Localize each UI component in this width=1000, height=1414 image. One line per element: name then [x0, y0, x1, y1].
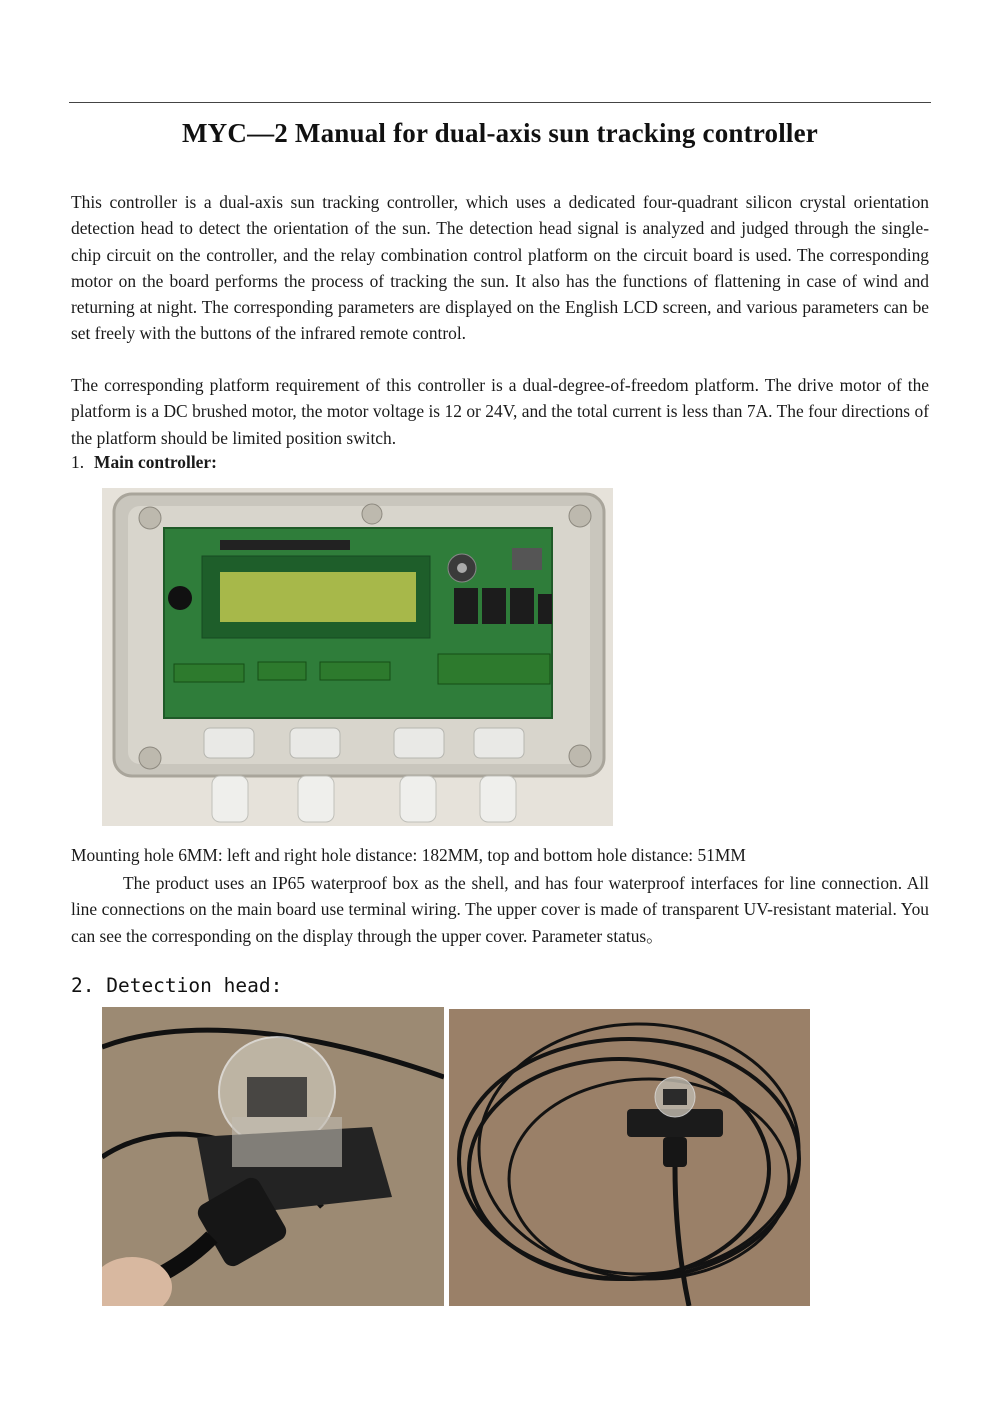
detection-head-closeup-photo — [102, 1007, 444, 1306]
platform-requirement-paragraph: The corresponding platform requirement of this controller is a dual-degree-of-freedom platform. The drive motor of the platform is a DC brushed motor, the motor voltage is 12 or 24V, and the total current is less than 7A. The four directions of the platform should be limited position switch. — [71, 375, 929, 448]
product-description-paragraph: The product uses an IP65 waterproof box as the shell, and has four waterproof interfaces for line connection. All line connections on the main board use terminal wiring. The upper cover is made of transparent UV-resistant material. You can see the corresponding on the display through the upper cover. Parameter status。 — [71, 873, 929, 946]
section-heading-detection-head: 2. Detection head: — [71, 974, 283, 997]
section-title: Main controller: — [94, 452, 217, 472]
intro-paragraph: This controller is a dual-axis sun tracking controller, which uses a dedicated four-quadrant silicon crystal orientation detection head to detect the orientation of the sun. The detection head signal is analyzed and judged through the single-chip circuit on the controller, and the relay combination control platform on the circuit board is used. The corresponding motor on the board performs the process of tracking the sun. It also has the functions of flattening in case of wind and returning at night. The corresponding parameters are displayed on the English LCD screen, and various parameters can be set freely with the buttons of the infrared remote control. — [71, 192, 929, 344]
main-controller-photo — [102, 488, 613, 826]
detection-head-cable-photo — [449, 1009, 810, 1306]
document-title: MYC—2 Manual for dual-axis sun tracking controller — [181, 118, 818, 148]
mounting-hole-caption: Mounting hole 6MM: left and right hole distance: 182MM, top and bottom hole distance: 51MM — [71, 845, 746, 865]
header-rule — [69, 102, 931, 103]
section-heading-main-controller — [71, 452, 217, 473]
section-number: 1. — [71, 452, 85, 472]
